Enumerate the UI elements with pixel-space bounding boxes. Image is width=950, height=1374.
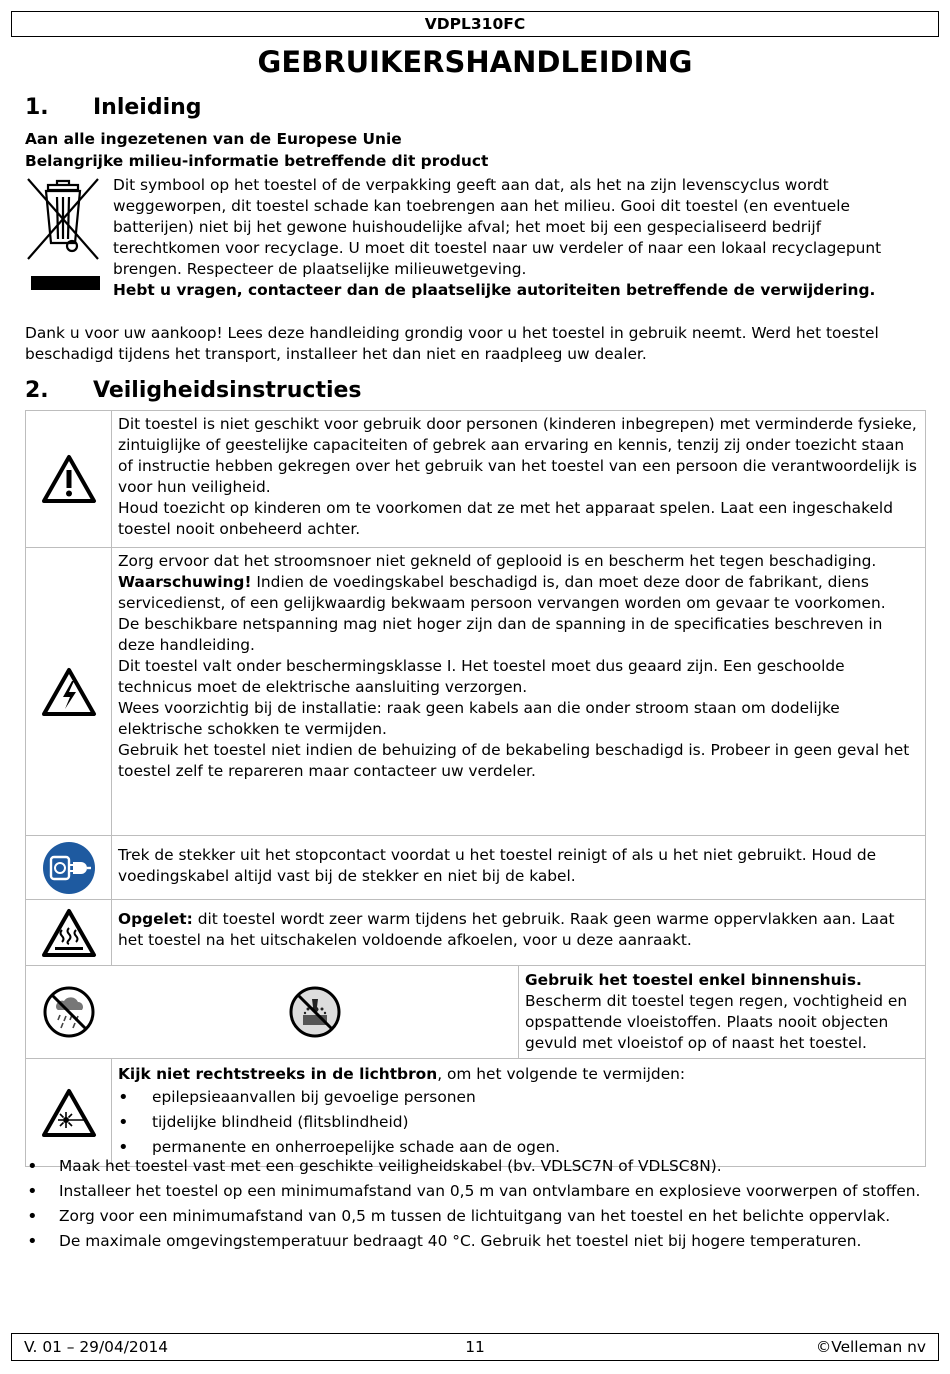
hot-surface-icon xyxy=(41,908,97,958)
safety-text-cell: Dit toestel is niet geschikt voor gebruik door personen (kinderen inbegrepen) met verminderde fysieke, zintuiglijke of geestelijke capaciteiten of gebrek aan ervaring en kennis, tenzij zij onder toezicht staan of instructie hebben gekregen over het gebruik van het toestel van een persoon die verantwoordelijk is voor hun veiligheid. Houd toezicht op kinderen om te voorkomen dat ze met het apparaat spelen. Laat een ingeschakeld toestel nooit onbeheerd achter. xyxy=(112,411,926,548)
copyright: ©Velleman nv xyxy=(815,1338,926,1356)
safety-icon-cell xyxy=(26,411,112,548)
safety-bullet-list xyxy=(25,1156,925,1256)
safety-text-cell: Trek de stekker uit het stopcontact voordat u het toestel reinigt of als u het niet gebruikt. Houd de voedingskabel altijd vast bij de stekker en niet bij de kabel. xyxy=(112,836,926,900)
safety-table xyxy=(25,410,926,1167)
list-item: • epilepsieaanvallen bij gevoelige personen xyxy=(118,1087,919,1108)
safety-row xyxy=(26,548,926,836)
safety-text-cell: Kijk niet rechtstreeks in de lichtbron, om het volgende te vermijden: • epilepsieaanvallen bij gevoelige personen • tijdelijke blindheid (flitsblindheid) • permanente en onherroepelijke schade aan de ogen. xyxy=(112,1059,926,1167)
laser-icon xyxy=(41,1088,97,1138)
crossed-bin-icon xyxy=(24,173,102,293)
version-date: V. 01 – 29/04/2014 xyxy=(24,1338,169,1356)
safety-text-cell: Opgelet: dit toestel wordt zeer warm tijdens het gebruik. Raak geen warme oppervlakken aan. Laat het toestel na het uitschakelen voldoende afkoelen, voor u deze aanraakt. xyxy=(112,900,926,966)
safety-row xyxy=(26,900,926,966)
laser-risk-list xyxy=(118,1087,919,1158)
section-number: 2. xyxy=(25,378,49,403)
weee-text: Dit symbool op het toestel of de verpakking geeft aan dat, als het na zijn levenscyclus wordt weggeworpen, dit toestel schade kan toebrengen aan het milieu. Gooi dit toestel (en eventuele batterijen) niet bij het gewone huishoudelijke afval; het moet bij een gespecialiseerd bedrijf terechtkomen voor recyclage. U moet dit toestel naar uw verdeler of naar een lokaal recyclagepunt brengen. Respecteer de plaatselijke milieuwetgeving. xyxy=(113,176,882,278)
safety-icon-cell xyxy=(26,836,112,900)
model-number: VDPL310FC xyxy=(424,15,526,33)
warning-icon xyxy=(41,454,97,504)
safety-text-cell: Zorg ervoor dat het stroomsnoer niet gekneld of geplooid is en bescherm het tegen beschadiging. Waarschuwing! Indien de voedingskabel beschadigd is, dan moet deze door de fabrikant, diens servicedienst, of een gelijkwaardig bekwaam persoon vervangen worden om gevaar te voorkomen. De beschikbare netspanning mag niet hoger zijn dan de spanning in de specificaties beschreven in deze handleiding. Dit toestel valt onder beschermingsklasse I. Het toestel moet dus geaard zijn. Een geschoolde technicus moet de elektrische aansluiting verzorgen. Wees voorzichtig bij de installatie: raak geen kabels aan die onder stroom staan om dodelijke elektrische schokken te vermijden. Gebruik het toestel niet indien de behuizing of de bekabeling beschadigd is. Probeer in geen geval het toestel zelf te repareren maar contacteer uw verdeler. xyxy=(112,548,926,836)
eu-residents-line: Aan alle ingezetenen van de Europese Unie xyxy=(25,130,402,148)
section-2-heading xyxy=(25,377,362,405)
safety-text-cell: Gebruik het toestel enkel binnenshuis. Bescherm dit toestel tegen regen, vochtigheid en opspattende vloeistoffen. Plaats nooit objecten gevuld met vloeistof op of naast het toestel. xyxy=(519,966,926,1059)
contact-authorities-text: Hebt u vragen, contacteer dan de plaatselijke autoriteiten betreffende de verwijdering. xyxy=(113,281,876,299)
list-item: • Installeer het toestel op een minimumafstand van 0,5 m van ontvlambare en explosieve voorwerpen of stoffen. xyxy=(25,1181,925,1202)
list-item: • Maak het toestel vast met een geschikte veiligheidskabel (bv. VDLSC7N of VDLSC8N). xyxy=(25,1156,925,1177)
document-title: GEBRUIKERSHANDLEIDING xyxy=(257,45,693,79)
list-item: • De maximale omgevingstemperatuur bedraagt 40 °C. Gebruik het toestel niet bij hogere temperaturen. xyxy=(25,1231,925,1252)
section-number: 1. xyxy=(25,95,49,120)
no-rain-icon xyxy=(42,985,96,1039)
thanks-text: Dank u voor uw aankoop! Lees deze handleiding grondig voor u het toestel in gebruik neemt. Werd het toestel beschadigd tijdens het transport, installeer het dan niet en raadpleeg uw dealer. xyxy=(25,324,879,363)
section-title: Veiligheidsinstructies xyxy=(93,378,362,403)
safety-row xyxy=(26,1059,926,1167)
safety-icon-cell xyxy=(26,900,112,966)
page-footer xyxy=(11,1333,939,1361)
list-item: • Zorg voor een minimumafstand van 0,5 m tussen de lichtuitgang van het toestel en het belichte oppervlak. xyxy=(25,1206,925,1227)
environment-info-line: Belangrijke milieu-informatie betreffende dit product xyxy=(25,152,489,170)
safety-row xyxy=(26,966,926,1059)
safety-icon-cell-2 xyxy=(112,966,519,1059)
list-item: • permanente en onherroepelijke schade aan de ogen. xyxy=(118,1137,919,1158)
safety-icon-cell xyxy=(26,548,112,836)
safety-icon-cell xyxy=(26,1059,112,1167)
section-1-heading xyxy=(25,94,202,122)
safety-icon-cell xyxy=(26,966,112,1059)
unplug-icon xyxy=(41,840,97,896)
safety-row xyxy=(26,836,926,900)
no-liquid-icon xyxy=(288,985,342,1039)
electric-hazard-icon xyxy=(41,667,97,717)
safety-row xyxy=(26,411,926,548)
section-title: Inleiding xyxy=(93,95,202,120)
page-number: 11 xyxy=(465,1338,485,1356)
list-item: • tijdelijke blindheid (flitsblindheid) xyxy=(118,1112,919,1133)
page-header xyxy=(11,11,939,37)
